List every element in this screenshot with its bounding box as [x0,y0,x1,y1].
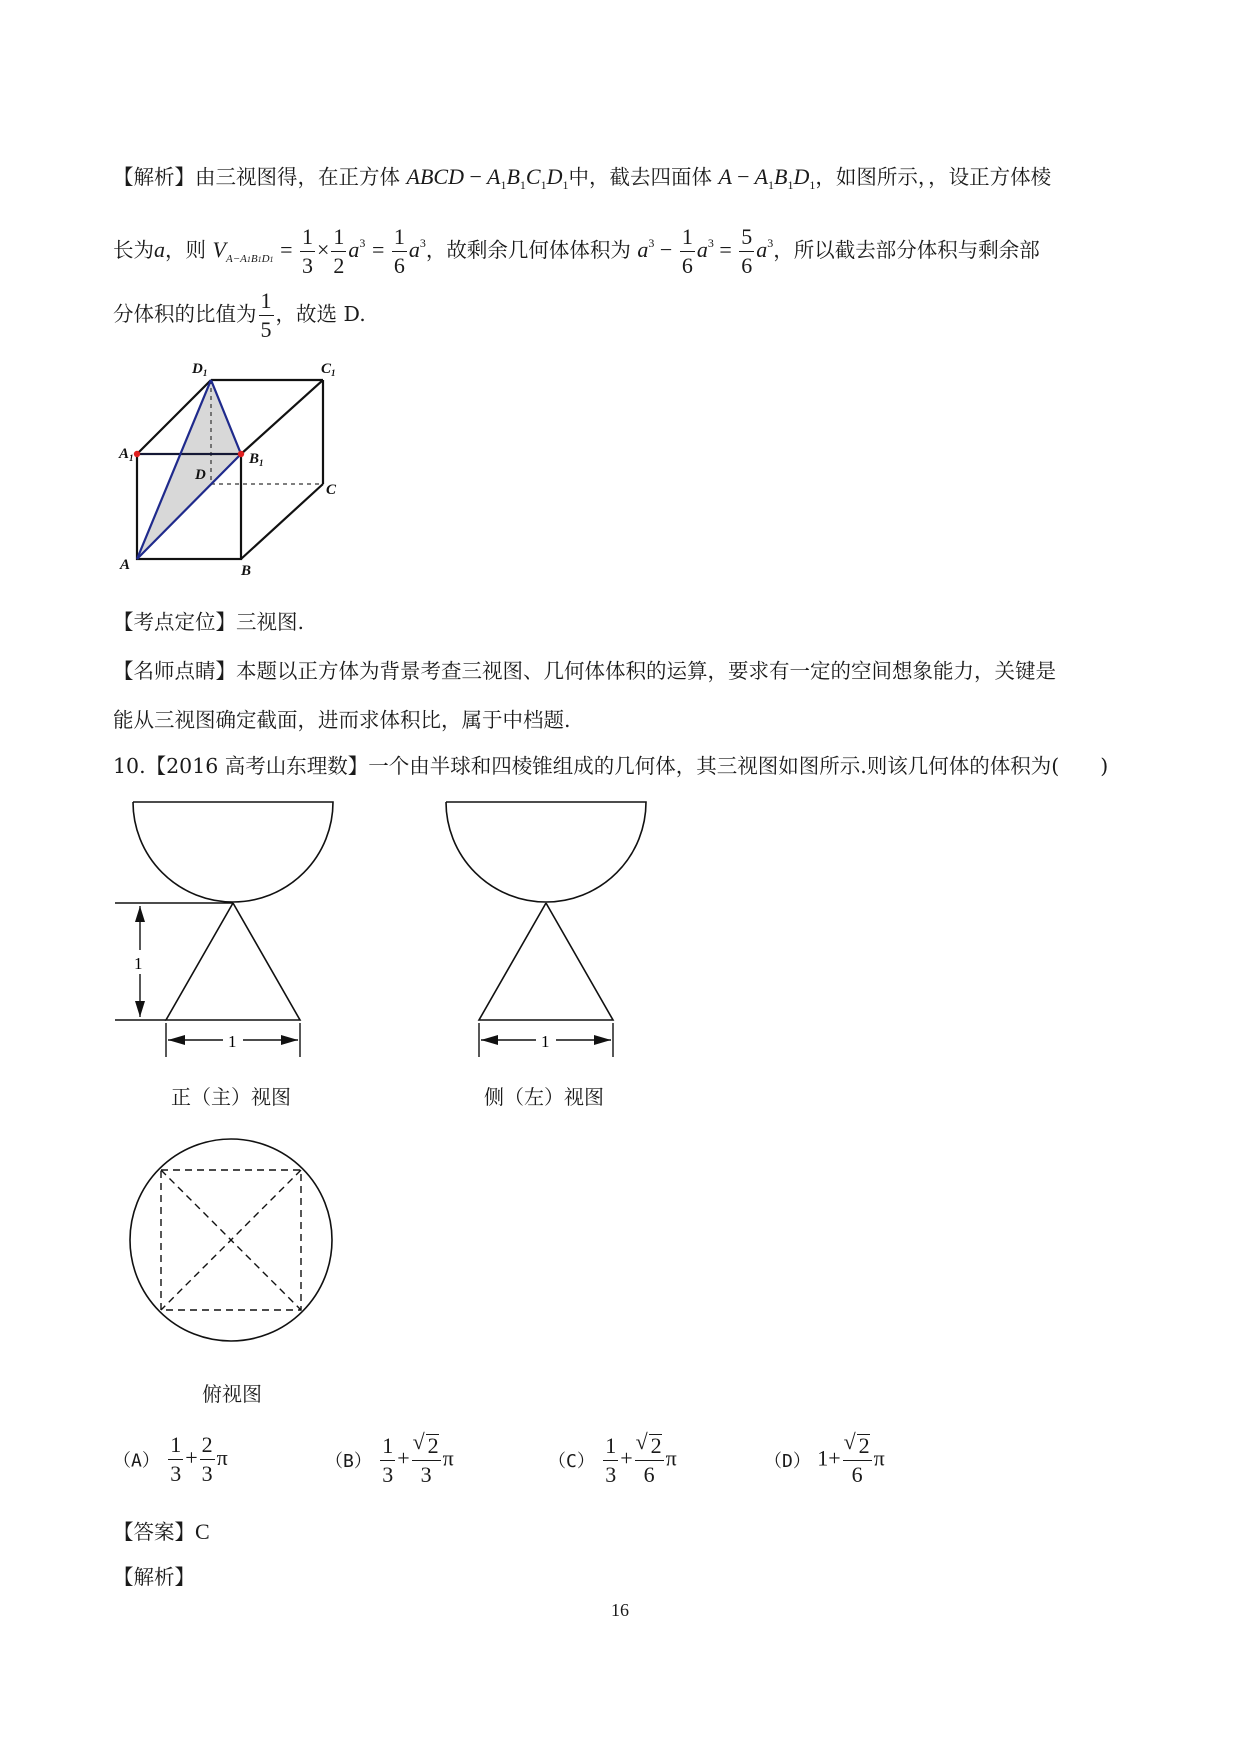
question-text: 一个由半球和四棱锥组成的几何体，其三视图如图所示.则该几何体的体积为( ) [368,754,1109,778]
svg-text:B1: $B_1$ [249,451,264,468]
page-number: 16 [611,1600,629,1620]
fraction: $\frac{1}{6}$ [393,224,405,278]
svg-text:1: 1 [541,1032,550,1051]
front-view-caption: 正（主）视图 [171,1085,291,1109]
fraction: $\frac{1}{2}$ [333,224,345,278]
analysis2-line [113,1567,195,1588]
cube-name: ABCD − $A_1B_1C_1D_1$ [406,164,569,192]
mingshi-text: 本题以正方体为背景考查三视图、几何体体积的运算，要求有一定的空间想象能力，关键是 [236,659,1056,683]
analysis-text: 中，截去四面体 [568,165,712,189]
analysis-text: 长为 [113,238,154,262]
option-a[interactable]: （A） $\frac{1}{3}$ + $\frac{2}{3}$ π [113,1432,228,1486]
answer-line [113,1521,210,1543]
analysis-text: 分体积的比值为 [113,302,257,326]
fraction: $\frac{1}{3}$ [302,224,313,278]
answer-value: C [195,1519,210,1544]
analysis-line-1 [113,164,1052,192]
question-number: 10. [113,754,146,778]
front-view [115,800,355,1060]
analysis-text: ，如图所示，，设正方体棱 [815,165,1052,189]
tetrahedron-name: $A - A_1B_1D_1$ [718,164,816,192]
analysis-text: ，故选 D. [275,302,366,326]
question-source: 【2016 高考山东理数】 [145,754,369,778]
question-10 [113,756,1108,777]
svg-text:A: A [120,557,131,573]
mingshi-text: 能从三视图确定截面，进而求体积比，属于中档题. [113,708,571,732]
cube-figure [110,355,350,579]
fraction: $\frac{5}{6}$ [741,224,753,278]
analysis-text: ，故剩余几何体体积为 [425,238,631,262]
side-view-caption: 侧（左）视图 [484,1085,604,1109]
fraction: $\frac{1}{6}$ [681,224,693,278]
analysis-tag: 【解析】 [113,165,195,189]
answer-tag: 【答案】 [113,1520,195,1544]
option-b[interactable]: （B） $\frac{1}{3}$ + √ $\frac{2}{3}$ π [325,1434,454,1486]
svg-text:A1: $A_1$ [119,446,134,463]
option-c[interactable]: （C） $\frac{1}{3}$ + √ $\frac{2}{6}$ π [548,1434,677,1486]
kaodian-tag: 【考点定位】 [113,610,236,634]
analysis-text: 由三视图得，在正方体 [195,165,400,189]
fraction-1-5: $\frac{1}{5}$ [260,288,272,342]
analysis2-tag: 【解析】 [113,1565,195,1589]
top-view [126,1135,336,1345]
svg-text:C: C [326,482,337,498]
analysis-text: ，所以截去部分体积与剩余部 [773,238,1040,262]
analysis-text: ，则 [165,238,206,262]
analysis-line-2: 长为a，则 $V_{A-A1B1D1}$ = $\frac{1}{3}$ × $\frac{1}{2}$ $a^3$ = $\frac{1}{6}$ $a^3$，故剩余几何体体积为 $a^3$ − $\frac{1}{6}$ $a^3$ = $\frac{5}{6}$ $a^3$，所以截去部分体积与剩余部 [113,224,1040,278]
mingshi-tag: 【名师点睛】 [113,659,236,683]
svg-text:C1: $C_1$ [321,361,336,378]
svg-text:B: B [241,563,252,579]
top-view-caption: 俯视图 [202,1382,262,1406]
svg-text:1: 1 [134,954,143,973]
svg-text:1: 1 [228,1032,237,1051]
volume-formula: $V_{A-A1B1D1}$ [212,237,274,265]
svg-text:D1: $D_1$ [192,361,208,378]
mingshi-line-1 [113,661,1056,682]
option-d[interactable]: （D） 1+ √ $\frac{2}{6}$ π [764,1434,885,1486]
kaodian-text: 三视图. [236,610,305,634]
edge-a: a [154,237,165,262]
analysis-line-3 [113,290,366,341]
mingshi-line-2 [113,710,571,731]
side-view [428,800,668,1060]
kaodian-line [113,612,304,633]
svg-text:D: D [195,467,206,483]
